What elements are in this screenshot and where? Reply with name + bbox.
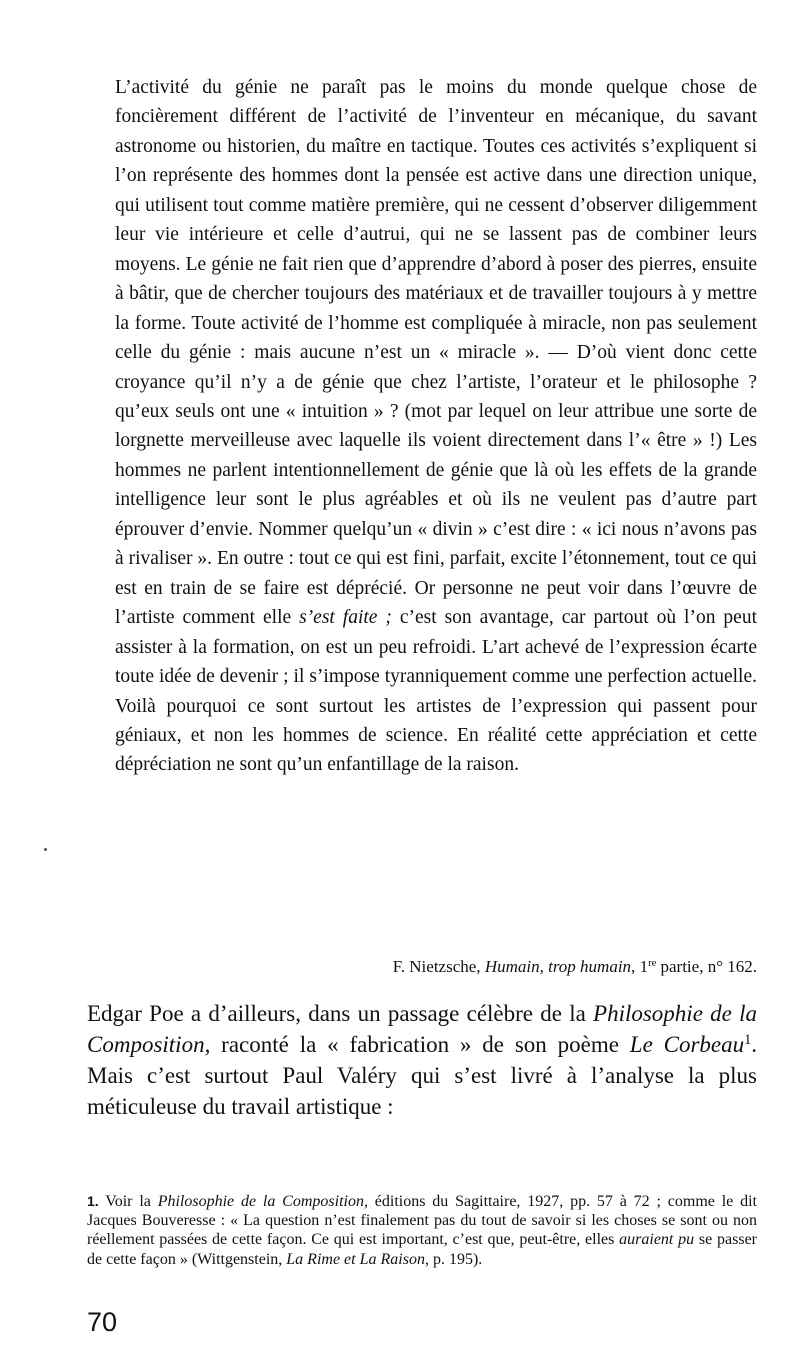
footnote-number: 1. [87, 1193, 99, 1209]
quotation-attribution [115, 955, 757, 979]
nietzsche-quotation [115, 73, 757, 780]
main-text-2: raconté la « fabrication » de son poème [210, 1032, 630, 1057]
footnote-reference: 1 [744, 1032, 752, 1049]
quotation-text-2: c’est son avantage, car partout où l’on peut assister à la formation, on est un peu refroidi. L’art achevé de l’expression écarte toute idée de devenir ; il s’impose tyranniquement comme une perfection actuelle. Voilà pourquoi ce sont surtout les artistes de l’expression qui passent pour géniaux, et non les hommes de science. En réalité cette appréciation et cette dépréciation ne sont qu’un enfantillage de la raison. [115, 607, 757, 776]
footnote-text-3: se passer de cette façon » (Wittgenstein, [87, 1231, 758, 1268]
footnote-italic-3: La Rime et La Raison, [286, 1250, 429, 1268]
quotation-paragraph [115, 73, 757, 780]
main-text [87, 998, 757, 1122]
attribution-superscript: re [648, 958, 657, 970]
footnote-text-4: p. 195). [428, 1250, 483, 1268]
attribution-part-number: 1 [635, 957, 649, 976]
footnote-paragraph [87, 1192, 757, 1269]
attribution-author: F. Nietzsche, [392, 957, 485, 976]
footnote-italic-2: auraient pu [619, 1231, 695, 1249]
attribution-title: Humain, trop humain, [484, 957, 636, 976]
footnote-italic-1: Philosophie de la Composition, [157, 1193, 368, 1210]
footnote-text-2: éditions du Sagittaire, 1927, pp. 57 à 72 ; comme le dit Jacques Bouveresse : « La question n’est finalement pas du tout de savoir si les choses se sont ou non réellement passées de cette façon. Ce qui est important, c’est que, peut-être, elles [87, 1193, 757, 1249]
page-number: 70 [87, 1307, 118, 1337]
main-text-3: . Mais c’est surtout Paul Valéry qui s’est livré à l’analyse la plus méticuleuse du travail artistique : [87, 1032, 757, 1119]
main-paragraph [87, 998, 757, 1122]
margin-mark [44, 848, 47, 851]
quotation-text-1: L’activité du génie ne paraît pas le moins du monde quelque chose de foncièrement différent de l’activité de l’inventeur en mécanique, du savant astronome ou historien, du maître en tactique. Toutes ces activités s’expliquent si l’on représente des hommes dont la pensée est active dans une direction unique, qui utilisent tout comme matière première, qui ne cessent d’observer diligemment leur vie intérieure et celle d’autrui, qui ne se lassent pas de combiner leurs moyens. Le génie ne fait rien que d’apprendre d’abord à poser des pierres, ensuite à bâtir, que de chercher toujours des matériaux et de travailler toujours à y mettre la forme. Toute activité de l’homme est compliquée à miracle, non pas seulement celle du génie : mais aucune n’est un « miracle ». — D’où vient donc cette croyance qu’il n’y a de génie que chez l’artiste, l’orateur et le philosophe ? qu’eux seuls ont une « intuition » ? (mot par lequel on leur attribue une sorte de lorgnette merveilleuse avec laquelle ils voient directement dans l’« être » !) Les hommes ne parlent intentionnellement de génie que là où les effets de la grande intelligence leur sont le plus agréables et où ils ne veulent pas d’autre part éprouver d’envie. Nommer quelqu’un « divin » c’est dire : « ici nous n’avons pas à rivaliser ». En outre : tout ce qui est fini, parfait, excite l’étonnement, tout ce qui est en train de se faire est déprécié. Or personne ne peut voir dans l’œuvre de l’artiste comment elle [115, 77, 757, 629]
attribution-rest: partie, n° 162. [656, 957, 757, 976]
main-italic-2: Le Corbeau [629, 1032, 745, 1057]
footnote-text-1: Voir la [98, 1193, 158, 1210]
quotation-italic: s’est faite ; [299, 607, 392, 629]
footnote [87, 1192, 757, 1269]
main-text-1: Edgar Poe a d’ailleurs, dans un passage célèbre de la [87, 1001, 594, 1026]
main-italic-1: Philosophie de la Composition, [87, 1001, 757, 1057]
